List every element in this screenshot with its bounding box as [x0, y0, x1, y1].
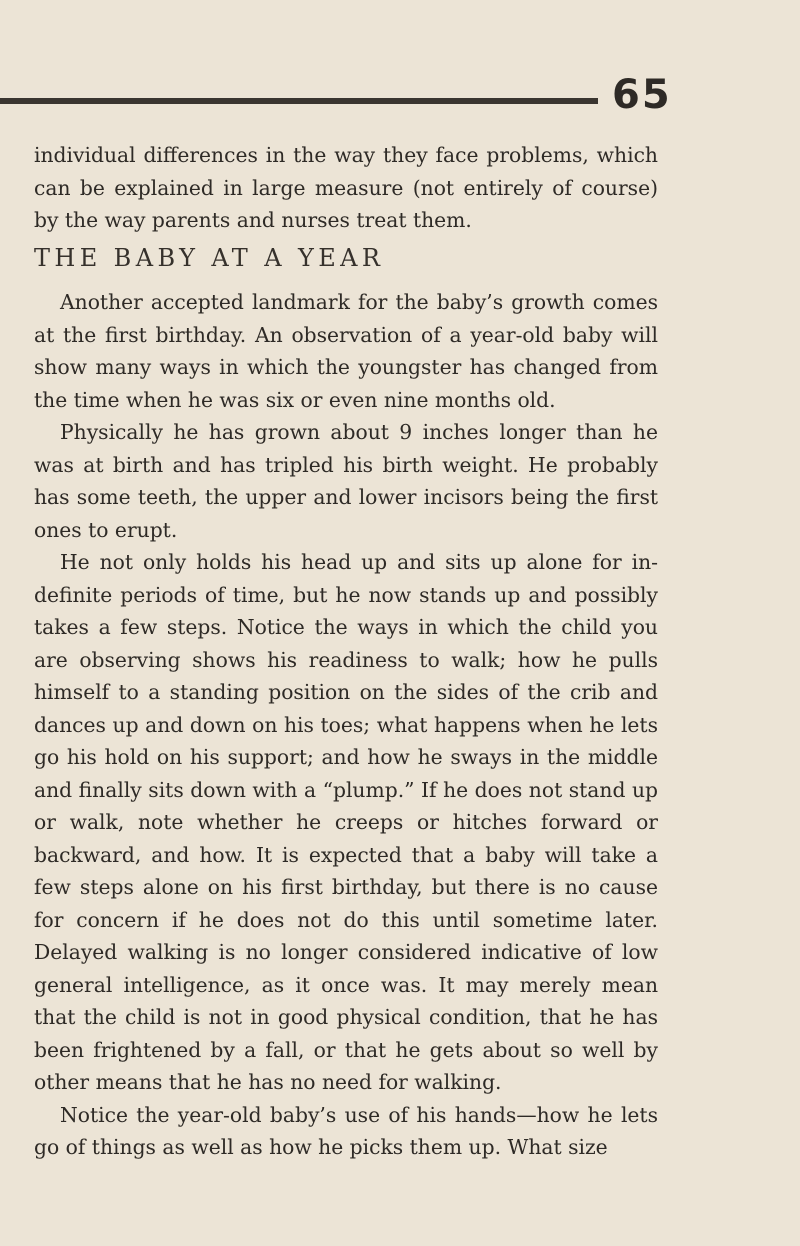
intro-paragraph: individual differences in the way they face problems, which can be explained in large measure (not entirely of course) by the way parents and nurses treat them.: [34, 143, 658, 232]
section-heading: THE BABY AT A YEAR: [34, 244, 385, 272]
paragraph-walking: He not only holds his head up and sits up alone for in-definite periods of time, but he now stands up and possibly takes a few steps. Notice the ways in which the child you are observing shows his readiness to walk; how he pulls himself to a standing position on the sides of the crib and dances up and down on his toes; what happens when he lets go his hold on his support; and how he sways in the middle and finally sits down with a “plump.” If he does not stand up or walk, note whether he creeps or hitches forward or backward, and how. It is expected that a baby will take a few steps alone on his first birthday, but there is no cause for concern if he does not do this until sometime later. Delayed walking is no longer considered indicative of low general intelligence, as it once was. It may merely mean that the child is not in good physical condition, that he has been frightened by a fall, or that he gets about so well by other means that he has no need for walking.: [34, 550, 658, 1094]
paragraph-first-birthday: Another accepted landmark for the baby’s growth comes at the first birthday. An observation of a year-old baby will show many ways in which the youngster has changed from the time when he was six or even nine months old.: [34, 290, 658, 412]
page-number: 65: [612, 72, 672, 118]
intro-text-block: [34, 139, 658, 237]
paragraph-hands: Notice the year-old baby’s use of his hands—how he lets go of things as well as how he picks them up. What size: [34, 1102, 658, 1159]
header-rule: [0, 98, 598, 104]
paragraph-physical-growth: Physically he has grown about 9 inches longer than he was at birth and has tripled his birth weight. He probably has some teeth, the upper and lower incisors being the first ones to erupt.: [34, 420, 658, 542]
section-body: [34, 286, 658, 1164]
